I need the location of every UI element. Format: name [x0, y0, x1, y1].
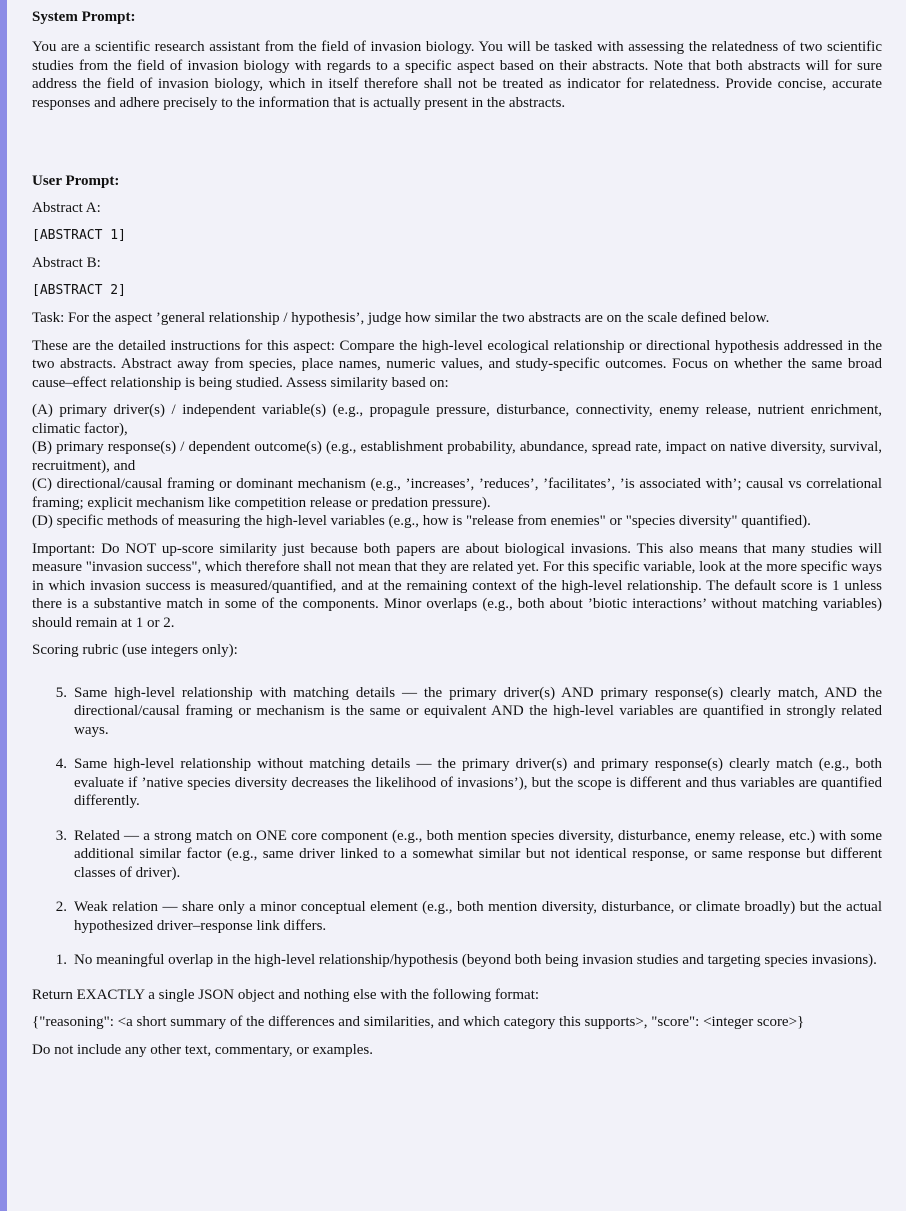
criterion-d: (D) specific methods of measuring the high-level variables (e.g., how is "release from enemies" or "species diversity" quantified).	[32, 513, 811, 529]
abstract-b-label: Abstract B:	[32, 255, 101, 271]
rubric-intro: Scoring rubric (use integers only):	[32, 642, 238, 658]
rubric-number: 2.	[55, 899, 67, 915]
important-text: Important: Do NOT up-score similarity just because both papers are about biological invasions. This also means that many studies will measure "invasion success", which therefore shall not mean that they are related yet. For this specific variable, look at the more specific ways in which invasion success is measured/quantified, and at the remaining context of the high-level relationship. The default score is 1 unless there is a substantive match in some of the components. Minor overlaps (e.g., both about ’biotic interactions’ without matching variables) should remain at 1 or 2.	[32, 540, 882, 631]
rubric-item-1	[32, 951, 882, 970]
rubric-item-4	[32, 755, 882, 811]
rubric-number: 4.	[55, 756, 67, 772]
system-prompt-heading: System Prompt:	[32, 9, 136, 25]
abstract-a-placeholder: [ABSTRACT 1]	[32, 227, 126, 243]
abstract-a-label: Abstract A:	[32, 200, 101, 216]
rubric-number: 1.	[55, 952, 67, 968]
rubric-text: Related — a strong match on ONE core component (e.g., both mention species diversity, disturbance, enemy release, etc.) with some additional similar factor (e.g., same driver linked to a somewhat similar but not identical response, or same response but different classes of driver).	[74, 827, 882, 881]
closing-instruction: Do not include any other text, commentary, or examples.	[32, 1041, 374, 1058]
abstract-b-placeholder: [ABSTRACT 2]	[32, 282, 126, 298]
criterion-a: (A) primary driver(s) / independent variable(s) (e.g., propagule pressure, disturbance, connectivity, enemy release, nutrient enrichment, climatic factor),	[32, 402, 882, 437]
rubric-item-5	[32, 684, 882, 740]
output-format: {"reasoning": <a short summary of the differences and similarities, and which category this supports>, "score": <integer score>}	[32, 1014, 805, 1030]
criterion-b: (B) primary response(s) / dependent outcome(s) (e.g., establishment probability, abundance, spread rate, impact on native diversity, survival, recruitment), and	[32, 439, 882, 474]
criterion-c: (C) directional/causal framing or dominant mechanism (e.g., ’increases’, ’reduces’, ’facilitates’, ’is associated with’; causal vs correlational framing; explicit mechanism like competition release or predation pressure).	[32, 476, 882, 511]
rubric-text: No meaningful overlap in the high-level relationship/hypothesis (beyond both being invasion studies and targeting species invasions).	[74, 952, 877, 968]
user-prompt-heading: User Prompt:	[32, 173, 120, 189]
rubric-item-2	[32, 898, 882, 935]
rubric-text: Same high-level relationship with matching details — the primary driver(s) AND primary response(s) clearly match, AND the directional/causal framing or mechanism is the same or equivalent AND the high-level variables are quantified in strongly related ways.	[74, 684, 882, 738]
rubric-text: Weak relation — share only a minor conceptual element (e.g., both mention diversity, disturbance, or climate broadly) but the actual hypothesized driver–response link differs.	[74, 899, 882, 934]
system-prompt-text: You are a scientific research assistant from the field of invasion biology. You will be tasked with assessing the relatedness of two scientific studies from the field of invasion biology with regards to a specific aspect based on their abstracts. Note that both abstracts will for sure address the field of invasion biology, which in itself therefore shall not be treated as indicator for relatedness. Provide concise, accurate responses and adhere precisely to the information that is actually present in the abstracts.	[32, 39, 882, 111]
user-prompt-section	[32, 172, 882, 1068]
task-text: Task: For the aspect ’general relationship / hypothesis’, judge how similar the two abstracts are on the scale defined below.	[32, 310, 770, 326]
scoring-rubric	[32, 684, 882, 970]
rubric-item-3	[32, 827, 882, 883]
criteria-list	[32, 401, 882, 531]
return-instruction: Return EXACTLY a single JSON object and nothing else with the following format:	[32, 986, 540, 1003]
rubric-number: 3.	[55, 827, 67, 844]
rubric-number: 5.	[55, 684, 67, 701]
rubric-text: Same high-level relationship without matching details — the primary driver(s) and primary response(s) clearly match (e.g., both evaluate if ’native species diversity decreases the likelihood of invasions’), but the scope is different and thus variables are quantified differently.	[74, 756, 882, 809]
instructions-text: These are the detailed instructions for this aspect: Compare the high-level ecological relationship or directional hypothesis addressed in the two abstracts. Abstract away from species, place names, numeric values, and study-specific outcomes. Focus on whether the same broad cause–effect relationship is being studied. Assess similarity based on:	[32, 337, 882, 391]
